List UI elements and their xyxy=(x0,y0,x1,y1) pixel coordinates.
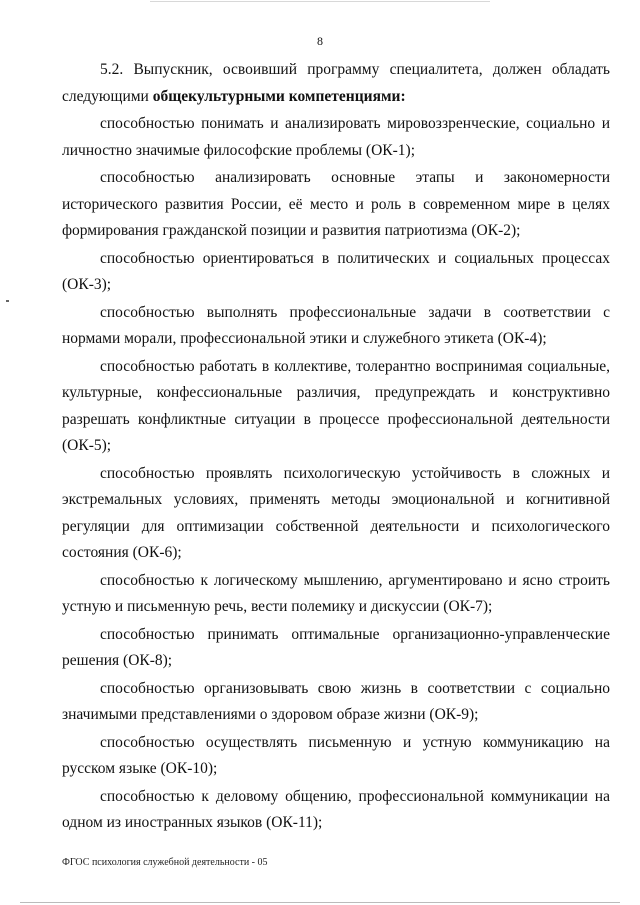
page-number: 8 xyxy=(317,34,323,48)
scan-top-edge xyxy=(150,1,490,2)
competency-ok-11: способностью к деловому общению, профессиональной коммуникации на одном из иностранных языков (ОК-11); xyxy=(62,787,610,831)
intro-bold-text: общекультурными компетенциями: xyxy=(152,87,406,105)
competency-ok-6: способностью проявлять психологическую устойчивость в сложных и экстремальных условиях, применять методы эмоциональной и когнитивной регуляции для оптимизации собственной деятельности и психологического состояния (ОК-6); xyxy=(62,464,610,561)
scan-bottom-edge xyxy=(20,902,620,903)
intro-paragraph xyxy=(62,57,610,110)
intro-text: 5.2. Выпускник, освоивший программу специалитета, должен обладать следующими xyxy=(62,61,610,105)
competency-ok-9: способностью организовывать свою жизнь в соответствии с социально значимыми представлениями о здоровом образе жизни (ОК-9); xyxy=(62,679,610,723)
scan-mark xyxy=(6,300,9,302)
competency-ok-2: способностью анализировать основные этапы и закономерности исторического развития России, её место и роль в современном мире в целях формирования гражданской позиции и развития патриотизма (ОК-2); xyxy=(62,169,610,239)
competency-ok-1: способностью понимать и анализировать мировоззренческие, социально и личностно значимые философские проблемы (ОК-1); xyxy=(62,115,610,159)
competency-ok-10: способностью осуществлять письменную и устную коммуникацию на русском языке (ОК-10); xyxy=(62,733,610,777)
competency-ok-8: способностью принимать оптимальные организационно-управленческие решения (ОК-8); xyxy=(62,625,610,669)
competency-ok-5: способностью работать в коллективе, толерантно воспринимая социальные, культурные, конфессиональные различия, предупреждать и конструктивно разрешать конфликтные ситуации в процессе профессиональной деятельности (ОК-5); xyxy=(62,357,610,454)
document-body xyxy=(62,57,610,837)
competency-ok-4: способностью выполнять профессиональные задачи в соответствии с нормами морали, профессиональной этики и служебного этикета (ОК-4); xyxy=(62,303,610,347)
competency-ok-3: способностью ориентироваться в политических и социальных процессах (ОК-3); xyxy=(62,249,610,293)
competency-ok-7: способностью к логическому мышлению, аргументировано и ясно строить устную и письменную речь, вести полемику и дискуссии (ОК-7); xyxy=(62,571,610,615)
footer-text: ФГОС психология служебной деятельности - 05 xyxy=(62,857,268,868)
